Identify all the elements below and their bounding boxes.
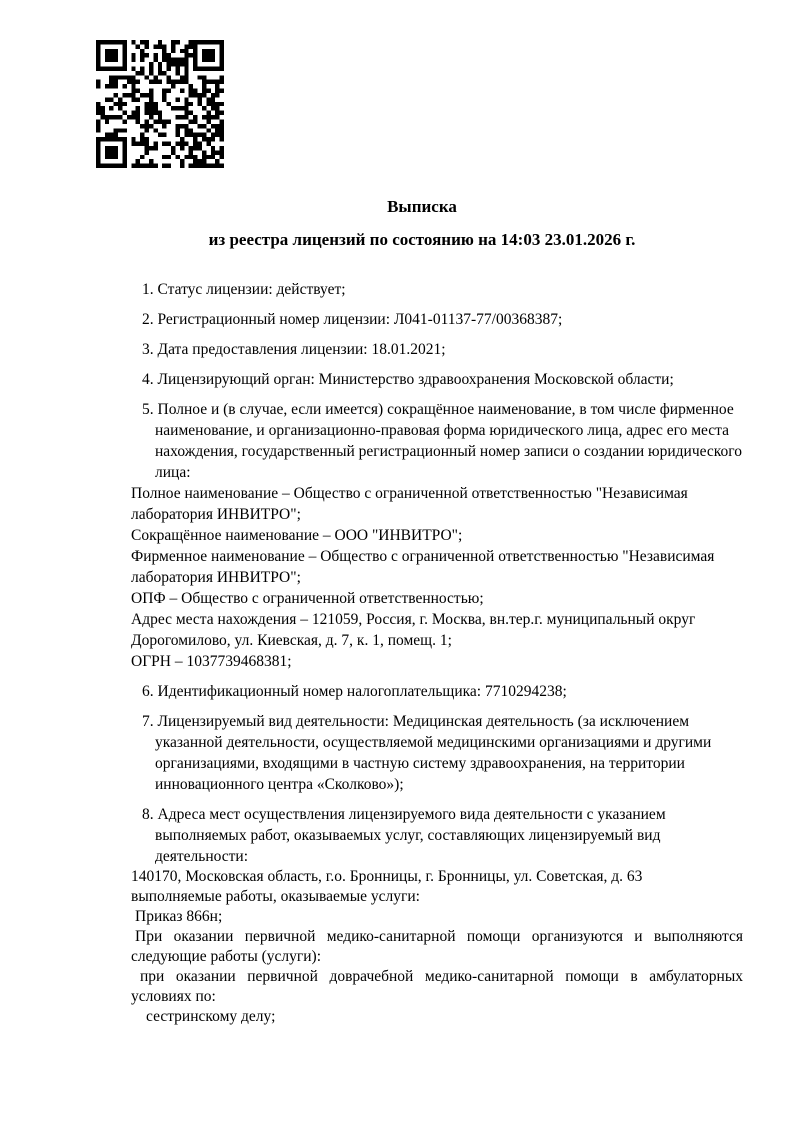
organization-details xyxy=(131,483,743,672)
paragraph-licensed-activity: 7. Лицензируемый вид деятельности: Медицинская деятельность (за исключением указанной деятельности, осуществляемой медицинскими организациями и другими организациями, входящими в частную систему здравоохранения, на территории инновационного центра «Сколково»); xyxy=(142,713,712,793)
org-short-name: Сокращённое наименование – ООО "ИНВИТРО"; xyxy=(131,527,463,544)
org-address: Адрес места нахождения – 121059, Россия, г. Москва, вн.тер.г. муниципальный округ Дорогомилово, ул. Киевская, д. 7, к. 1, помещ. 1; xyxy=(131,611,696,649)
paragraph-inn: 6. Идентификационный номер налогоплательщика: 7710294238; xyxy=(142,683,567,700)
paragraph-registration-number: 2. Регистрационный номер лицензии: Л041-01137-77/00368387; xyxy=(142,311,563,328)
document-title: Выписка xyxy=(387,197,457,216)
order-reference: Приказ 866н; xyxy=(135,908,223,925)
site-address: 140170, Московская область, г.о. Бронницы, г. Бронницы, ул. Советская, д. 63 xyxy=(131,868,643,885)
document-content xyxy=(131,0,743,1027)
org-brand-name: Фирменное наименование – Общество с ограниченной ответственностью "Независимая лаборатория ИНВИТРО"; xyxy=(131,548,715,586)
work-item-nursing: сестринскому делу; xyxy=(146,1008,276,1025)
works-intro: выполняемые работы, оказываемые услуги: xyxy=(131,888,420,905)
paragraph-grant-date: 3. Дата предоставления лицензии: 18.01.2021; xyxy=(142,341,446,358)
paragraph-licensing-authority: 4. Лицензирующий орган: Министерство здравоохранения Московской области; xyxy=(142,371,674,388)
org-full-name: Полное наименование – Общество с ограниченной ответственностью "Независимая лаборатория ИНВИТРО"; xyxy=(131,485,688,523)
work-group: При оказании первичной медико-санитарной помощи организуются и выполняются следующие работы (услуги): xyxy=(131,928,743,965)
org-ogrn: ОГРН – 1037739468381; xyxy=(131,653,292,670)
works-and-services xyxy=(131,867,743,1027)
paragraph-activity-addresses-heading: 8. Адреса мест осуществления лицензируемого вида деятельности с указанием выполняемых работ, оказываемых услуг, составляющих лицензируемый вид деятельности: xyxy=(142,806,666,865)
work-condition: при оказании первичной доврачебной медико-санитарной помощи в амбулаторных условиях по: xyxy=(131,968,743,1005)
org-legal-form: ОПФ – Общество с ограниченной ответственностью; xyxy=(131,590,484,607)
paragraph-license-status: 1. Статус лицензии: действует; xyxy=(142,281,346,298)
document-subtitle: из реестра лицензий по состоянию на 14:03 23.01.2026 г. xyxy=(208,230,636,249)
paragraph-org-info-heading: 5. Полное и (в случае, если имеется) сокращённое наименование, в том числе фирменное наименование, и организационно-правовая форма юридического лица, адрес его места нахождения, государственный регистрационный номер записи о создании юридического лица: xyxy=(142,401,743,481)
